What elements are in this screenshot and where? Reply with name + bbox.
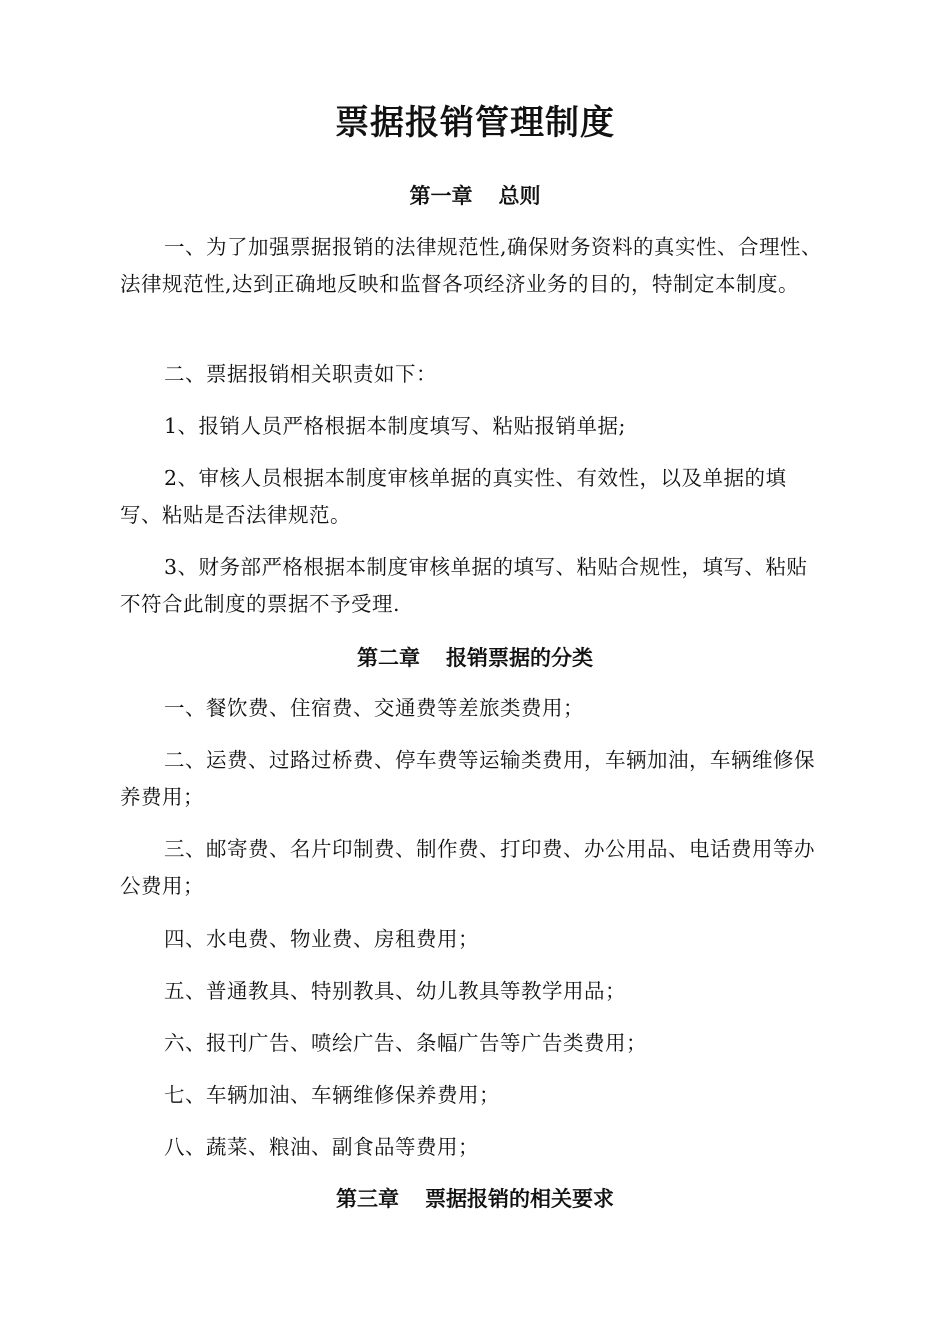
- paragraph: 2、审核人员根据本制度审核单据的真实性、有效性，以及单据的填写、粘贴是否法律规范。: [120, 466, 787, 527]
- chapter-heading-2: [0, 643, 950, 673]
- chapter-name: 报销票据的分类: [446, 645, 593, 670]
- chapter-name: 票据报销的相关要求: [425, 1186, 614, 1211]
- paragraph: 八、蔬菜、粮油、副食品等费用；: [164, 1135, 479, 1159]
- paragraph: 一、为了加强票据报销的法律规范性,确保财务资料的真实性、合理性、法律规范性,达到正确地反映和监督各项经济业务的目的，特制定本制度。: [120, 235, 823, 296]
- document-title: 票据报销管理制度: [335, 103, 615, 143]
- paragraph: 三、邮寄费、名片印制费、制作费、打印费、办公用品、电话费用等办公费用；: [120, 837, 815, 898]
- paragraph: 一、餐饮费、住宿费、交通费等差旅类费用；: [164, 696, 584, 720]
- paragraph: 五、普通教具、特别教具、幼儿教具等教学用品；: [164, 979, 626, 1003]
- paragraph: 1、报销人员严格根据本制度填写、粘贴报销单据;: [164, 414, 626, 438]
- paragraph: 四、水电费、物业费、房租费用；: [164, 927, 479, 951]
- paragraph: 二、票据报销相关职责如下：: [164, 362, 437, 386]
- paragraph: 七、车辆加油、车辆维修保养费用；: [164, 1083, 500, 1107]
- chapter-name: 总则: [498, 183, 541, 208]
- chapter-number: 第一章: [409, 183, 473, 208]
- chapter-number: 第二章: [357, 645, 420, 670]
- chapter-heading-1: [0, 181, 950, 211]
- paragraph: 二、运费、过路过桥费、停车费等运输类费用，车辆加油，车辆维修保养费用；: [120, 748, 815, 809]
- paragraph: 六、报刊广告、喷绘广告、条幅广告等广告类费用；: [164, 1031, 647, 1055]
- paragraph: 3、财务部严格根据本制度审核单据的填写、粘贴合规性，填写、粘贴不符合此制度的票据不予受理.: [120, 555, 808, 616]
- chapter-heading-3: [0, 1184, 950, 1214]
- chapter-number: 第三章: [336, 1186, 399, 1211]
